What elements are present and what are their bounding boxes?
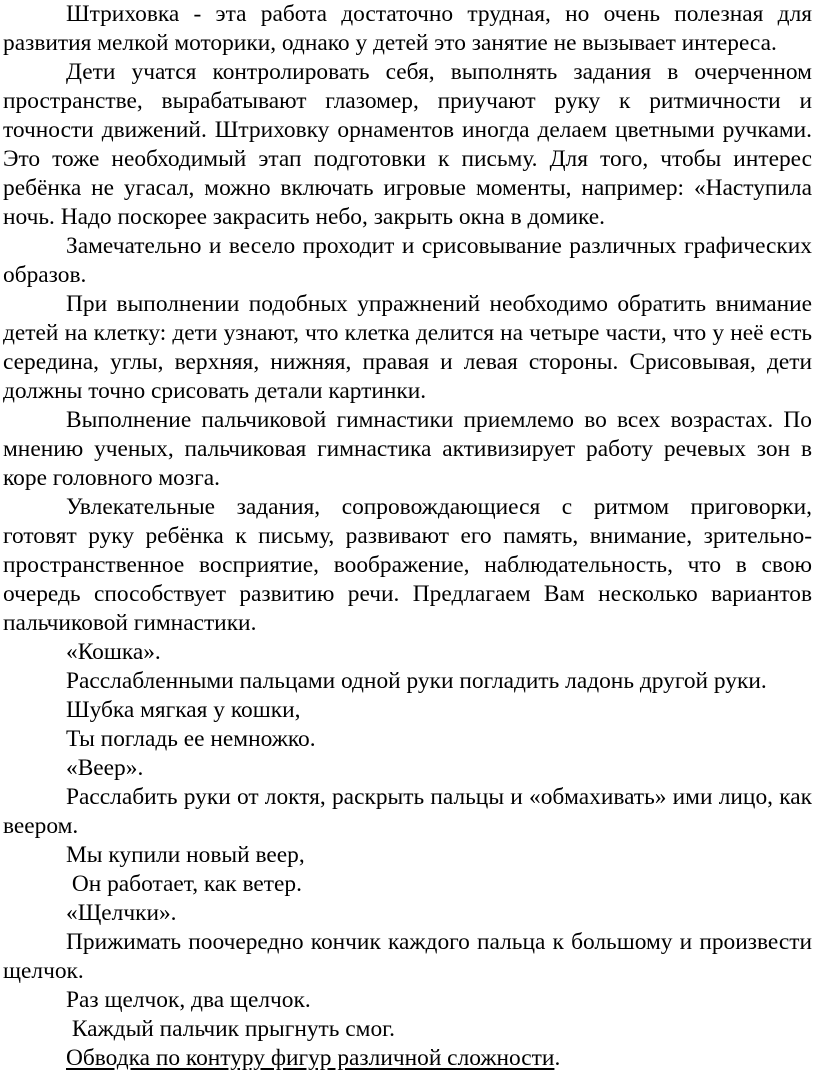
section-heading-punct: . — [554, 1045, 561, 1071]
rhyme-line: Раз щелчок, два щелчок. — [66, 987, 311, 1013]
rhyme-line: Он работает, как ветер. — [66, 871, 302, 897]
exercise-title-fan: «Веер». — [66, 755, 144, 781]
paragraph-finger-gymnastics: Выполнение пальчиковой гимнастики приемлемо во всех возрастах. По мнению ученых, пальчиковая гимнастика активизирует работу речевых зон в коре головного мозга. — [3, 407, 812, 491]
exercise-title-clicks: «Щелчки». — [66, 900, 177, 926]
exercise-instruction-clicks: Прижимать поочередно кончик каждого пальца к большому и произвести щелчок. — [3, 929, 812, 984]
section-heading-text: Обводка по контуру фигур различной сложности — [66, 1045, 555, 1071]
rhyme-line: Шубка мягкая у кошки, — [66, 697, 301, 723]
rhyme-line: Ты погладь ее немножко. — [66, 726, 316, 752]
exercise-instruction-fan: Расслабить руки от локтя, раскрыть пальцы и «обмахивать» ими лицо, как веером. — [3, 784, 812, 839]
paragraph-exciting-tasks: Увлекательные задания, сопровождающиеся с ритмом приговорки, готовят руку ребёнка к письму, развивают его память, внимание, зрительно-пространственное восприятие, воображение, наблюдательность, что в свою очередь способствует развитию речи. Предлагаем Вам несколько вариантов пальчиковой гимнастики. — [3, 494, 812, 636]
rhyme-line: Каждый пальчик прыгнуть смог. — [66, 1016, 395, 1042]
rhyme-line: Мы купили новый веер, — [66, 842, 305, 868]
paragraph-copying-images: Замечательно и весело проходит и срисовывание различных графических образов. — [3, 233, 812, 288]
exercise-title-cat: «Кошка». — [66, 639, 161, 665]
paragraph-grid-attention: При выполнении подобных упражнений необходимо обратить внимание детей на клетку: дети узнают, что клетка делится на четыре части, что у неё есть середина, углы, верхняя, нижняя, правая и левая стороны. Срисовывая, дети должны точно срисовать детали картинки. — [3, 291, 812, 404]
exercise-instruction-cat: Расслабленными пальцами одной руки погладить ладонь другой руки. — [66, 668, 767, 694]
paragraph-hatching-benefits: Дети учатся контролировать себя, выполнять задания в очерченном пространстве, вырабатывают глазомер, приучают руку к ритмичности и точности движений. Штриховку орнаментов иногда делаем цветными ручками. Это тоже необходимый этап подготовки к письму. Для того, чтобы интерес ребёнка не угасал, можно включать игровые моменты, например: «Наступила ночь. Надо поскорее закрасить небо, закрыть окна в домике. — [3, 59, 812, 230]
paragraph-hatching-intro: Штриховка - эта работа достаточно трудная, но очень полезная для развития мелкой моторики, однако у детей это занятие не вызывает интереса. — [3, 1, 812, 56]
section-heading-contour-tracing — [3, 1044, 812, 1073]
